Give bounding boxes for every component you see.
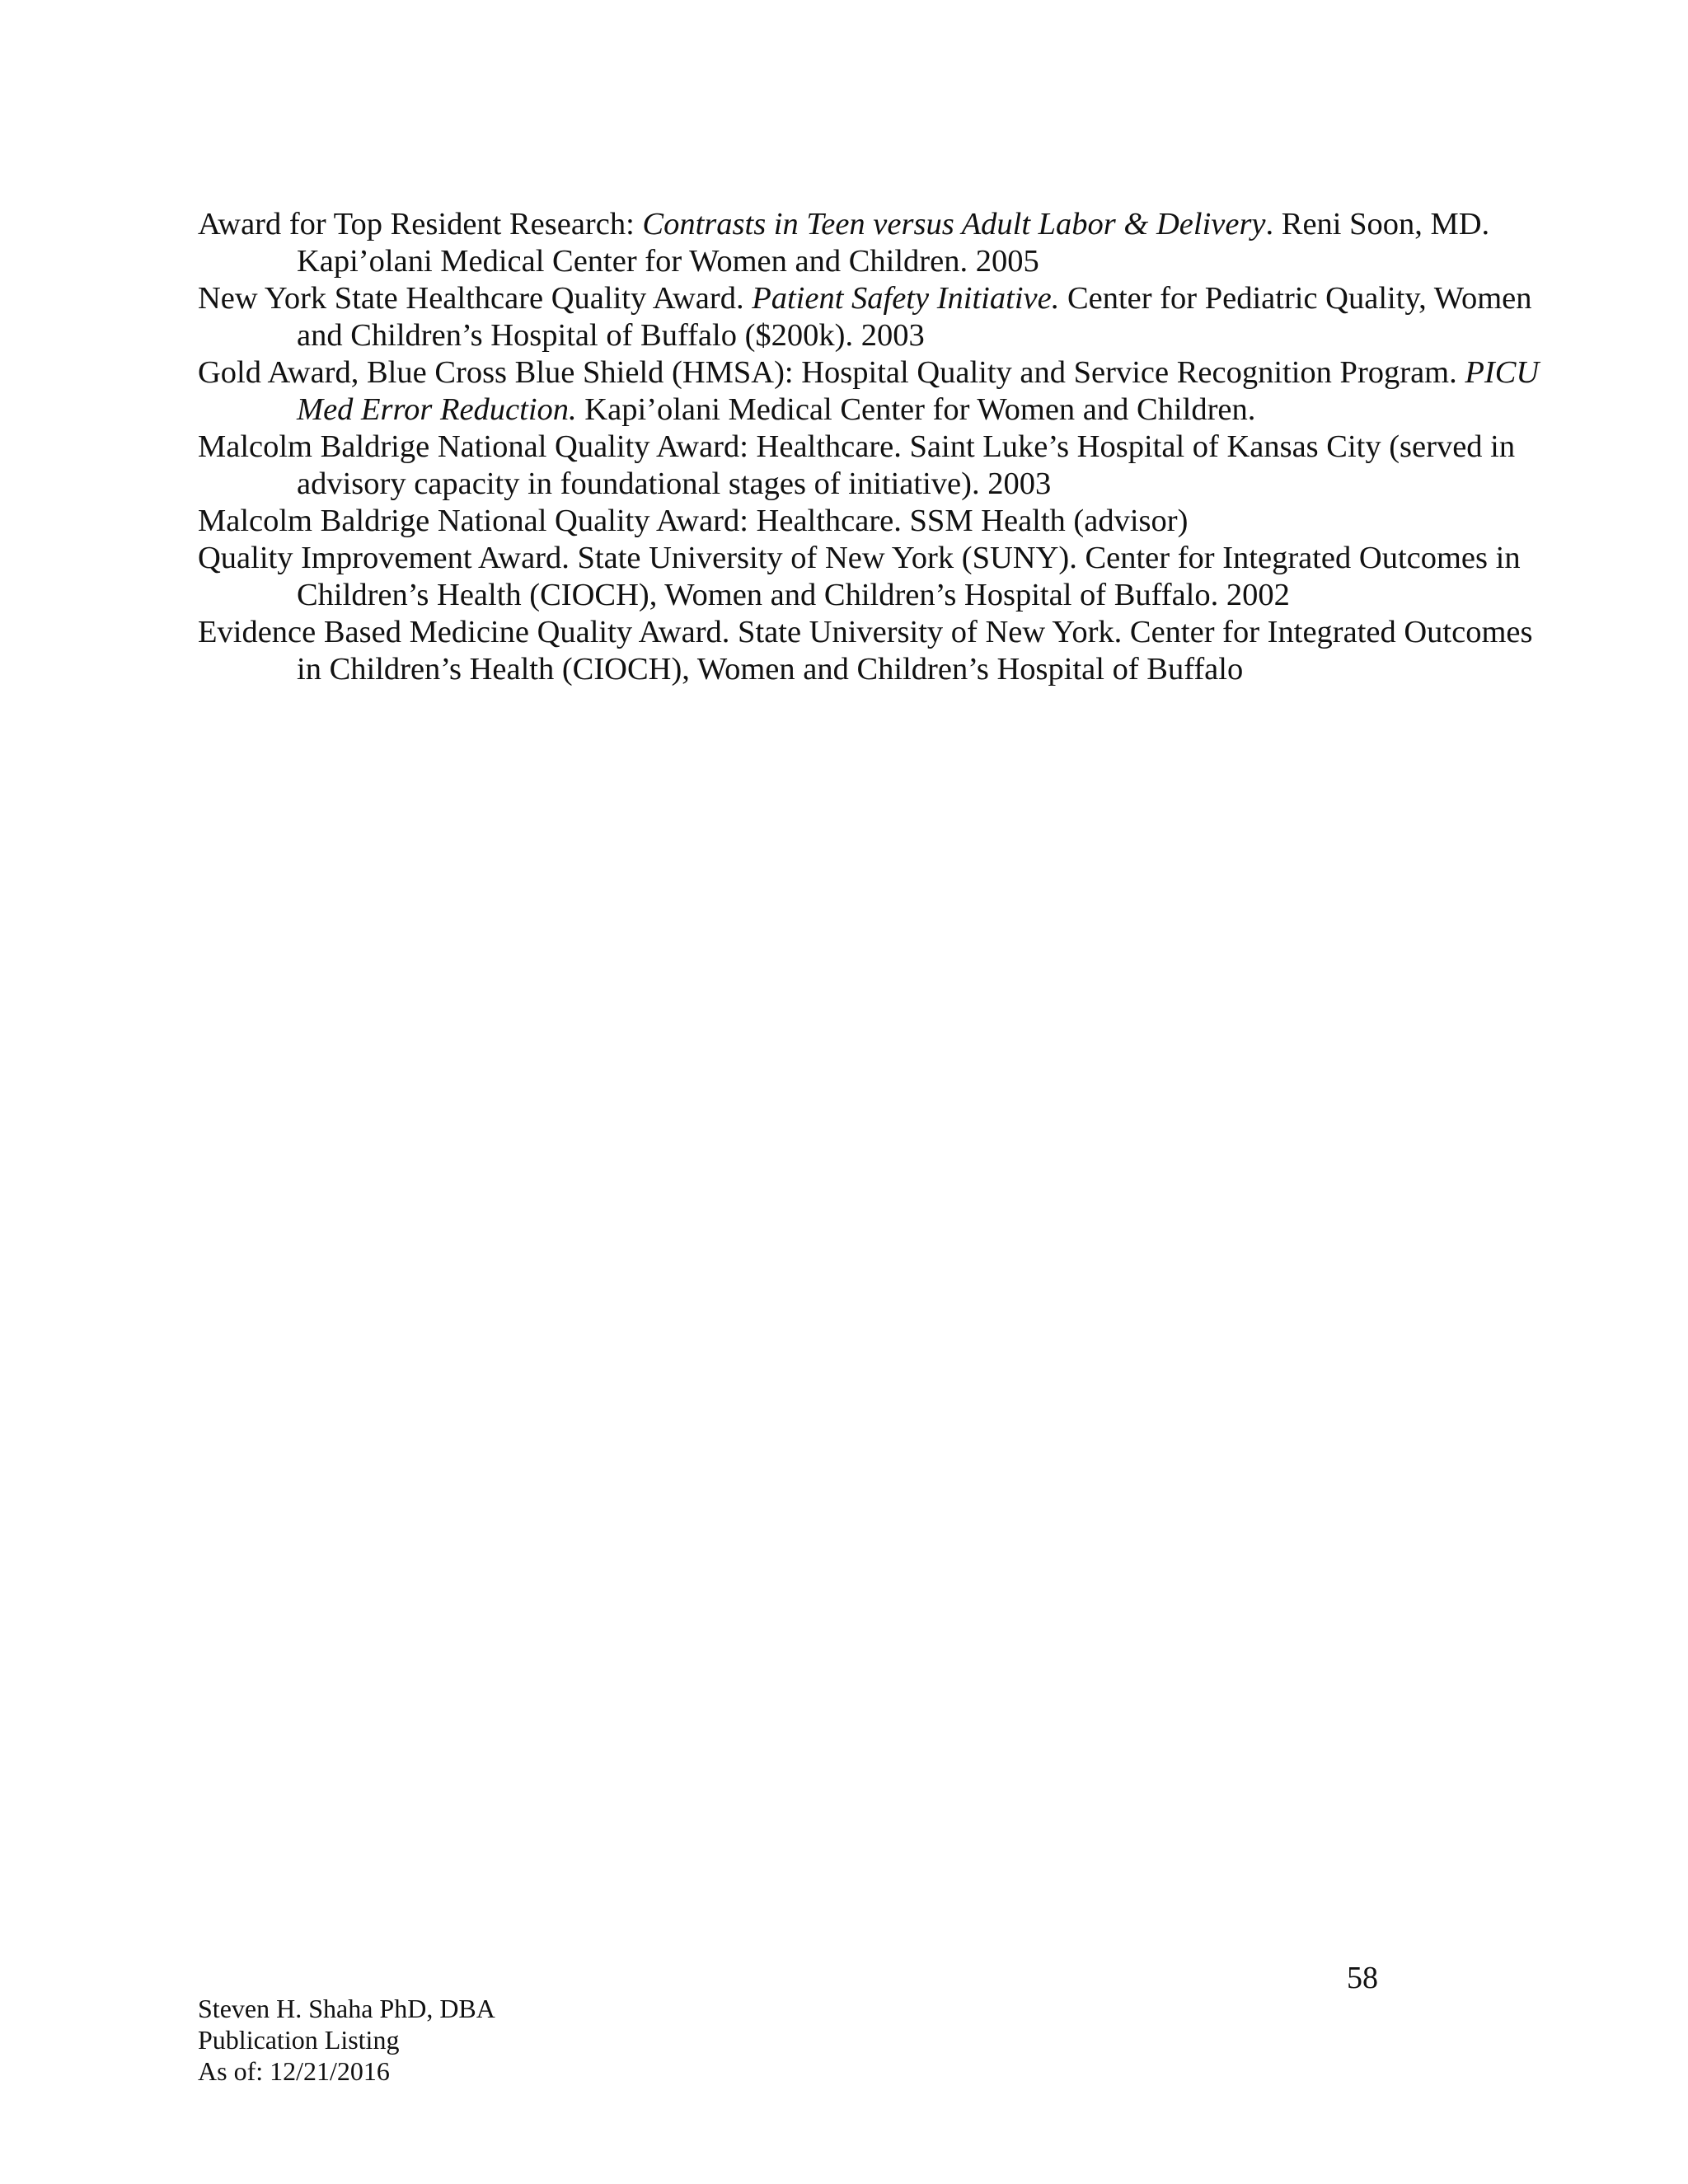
entry-title: Contrasts in Teen versus Adult Labor & Delivery [642, 207, 1266, 241]
award-entry [198, 503, 1550, 540]
entry-text: Award for Top Resident Research: [198, 207, 643, 241]
entry-title: PICU Med Error Reduction. [297, 355, 1540, 427]
entry-text: Malcolm Baldrige National Quality Award: Healthcare. SSM Health (advisor) [198, 504, 1189, 538]
award-entry [198, 614, 1550, 688]
award-entry [198, 280, 1550, 354]
entry-text: Kapi’olani Medical Center for Women and Children. [576, 392, 1256, 427]
entry-text: Center for Pediatric Quality, Women and Children’s Hospital of Buffalo ($200k). 2003 [297, 281, 1532, 353]
entry-text: Gold Award, Blue Cross Blue Shield (HMSA): Hospital Quality and Service Recognition Program. [198, 355, 1465, 390]
award-entry [198, 540, 1550, 614]
footer-author: Steven H. Shaha PhD, DBA [198, 1994, 495, 2023]
footer-document-title: Publication Listing [198, 2025, 400, 2055]
entry-text: Malcolm Baldrige National Quality Award: Healthcare. Saint Luke’s Hospital of Kansas City (served in advisory capacity in foundational stages of initiative). 2003 [198, 429, 1516, 501]
entry-text: . Reni Soon, MD. Kapi’olani Medical Center for Women and Children. 2005 [297, 207, 1490, 279]
entry-title: Patient Safety Initiative. [752, 281, 1060, 316]
award-entry [198, 354, 1550, 429]
award-entry [198, 429, 1550, 503]
award-list [198, 206, 1550, 688]
entry-text: New York State Healthcare Quality Award. [198, 281, 753, 316]
entry-text: Quality Improvement Award. State University of New York (SUNY). Center for Integrated Outcomes in Children’s Health (CIOCH), Women and Children’s Hospital of Buffalo. 2002 [198, 541, 1521, 612]
page-number: 58 [1347, 1961, 1378, 1995]
award-entry [198, 206, 1550, 280]
footer-date: As of: 12/21/2016 [198, 2056, 390, 2086]
entry-text: Evidence Based Medicine Quality Award. State University of New York. Center for Integrated Outcomes in Children’s Health (CIOCH), Women and Children’s Hospital of Buffalo [198, 615, 1533, 687]
footer [198, 1993, 495, 2087]
